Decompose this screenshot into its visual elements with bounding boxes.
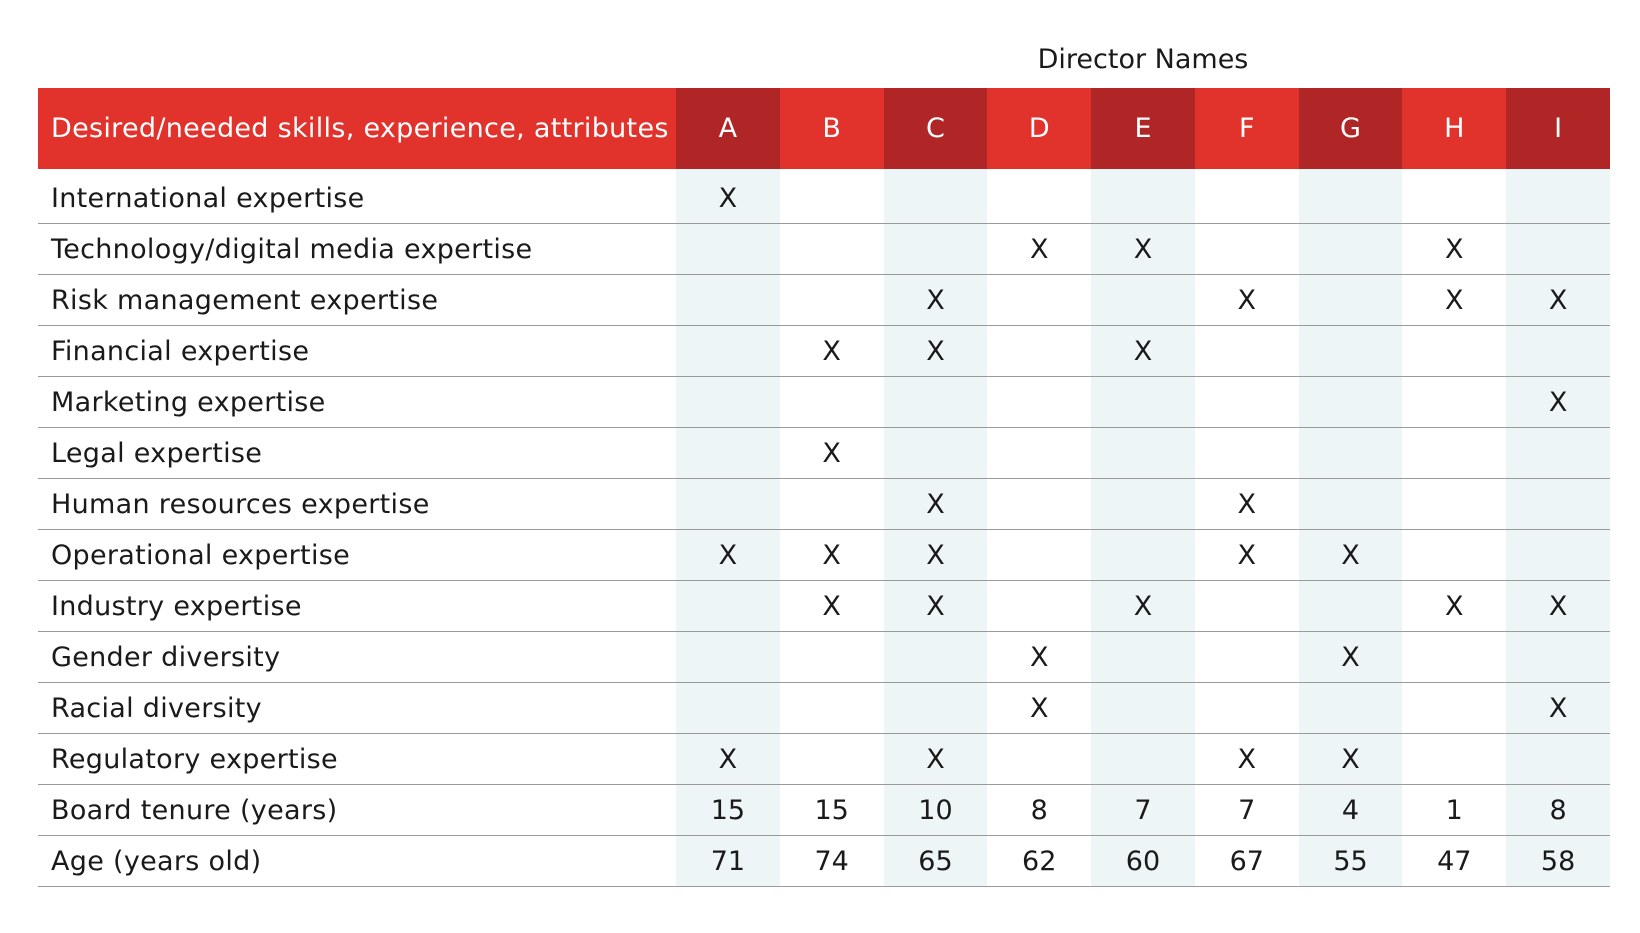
cell-c: X — [884, 581, 988, 632]
cell-i: X — [1506, 275, 1610, 326]
table-row — [38, 530, 1610, 581]
row-label: Board tenure (years) — [38, 785, 676, 836]
cell-d: X — [987, 632, 1091, 683]
cell-c: X — [884, 479, 988, 530]
cell-f: 67 — [1195, 836, 1299, 887]
director-header-c: C — [884, 88, 988, 169]
cell-d — [987, 377, 1091, 428]
cell-e: X — [1091, 581, 1195, 632]
cell-i — [1506, 632, 1610, 683]
cell-c: X — [884, 275, 988, 326]
cell-g — [1299, 275, 1403, 326]
cell-g — [1299, 683, 1403, 734]
director-header-i: I — [1506, 88, 1610, 169]
cell-c: X — [884, 326, 988, 377]
cell-c: X — [884, 530, 988, 581]
cell-d — [987, 326, 1091, 377]
cell-h — [1402, 428, 1506, 479]
director-header-g: G — [1299, 88, 1403, 169]
cell-c — [884, 377, 988, 428]
cell-e — [1091, 377, 1195, 428]
cell-h: X — [1402, 275, 1506, 326]
cell-b — [780, 169, 884, 224]
cell-f: X — [1195, 734, 1299, 785]
cell-a: 71 — [676, 836, 780, 887]
cell-f — [1195, 428, 1299, 479]
cell-h: X — [1402, 224, 1506, 275]
table-row — [38, 581, 1610, 632]
director-header-e: E — [1091, 88, 1195, 169]
cell-d — [987, 428, 1091, 479]
cell-g — [1299, 169, 1403, 224]
cell-f — [1195, 377, 1299, 428]
row-label: Regulatory expertise — [38, 734, 676, 785]
cell-b: 15 — [780, 785, 884, 836]
cell-h — [1402, 632, 1506, 683]
row-label: Operational expertise — [38, 530, 676, 581]
cell-b — [780, 377, 884, 428]
cell-g — [1299, 428, 1403, 479]
cell-i — [1506, 734, 1610, 785]
cell-a — [676, 326, 780, 377]
table-row — [38, 479, 1610, 530]
table-row — [38, 224, 1610, 275]
cell-f: X — [1195, 479, 1299, 530]
row-label: Industry expertise — [38, 581, 676, 632]
table-body — [38, 169, 1610, 887]
cell-b — [780, 275, 884, 326]
cell-f — [1195, 581, 1299, 632]
cell-b: 74 — [780, 836, 884, 887]
row-label: Gender diversity — [38, 632, 676, 683]
cell-i: 58 — [1506, 836, 1610, 887]
cell-i — [1506, 326, 1610, 377]
cell-b — [780, 632, 884, 683]
cell-c: X — [884, 734, 988, 785]
cell-i — [1506, 169, 1610, 224]
table-row — [38, 428, 1610, 479]
cell-g — [1299, 326, 1403, 377]
table-row — [38, 377, 1610, 428]
table-row — [38, 632, 1610, 683]
cell-i — [1506, 428, 1610, 479]
cell-e: 7 — [1091, 785, 1195, 836]
cell-i — [1506, 479, 1610, 530]
cell-f: X — [1195, 275, 1299, 326]
cell-c — [884, 428, 988, 479]
table-row — [38, 326, 1610, 377]
cell-d — [987, 169, 1091, 224]
cell-d: X — [987, 224, 1091, 275]
cell-f — [1195, 632, 1299, 683]
cell-h — [1402, 377, 1506, 428]
table-row — [38, 169, 1610, 224]
table-header-row — [38, 88, 1610, 169]
cell-h — [1402, 530, 1506, 581]
cell-e — [1091, 479, 1195, 530]
cell-e: X — [1091, 224, 1195, 275]
row-label: Human resources expertise — [38, 479, 676, 530]
director-header-f: F — [1195, 88, 1299, 169]
cell-e — [1091, 275, 1195, 326]
cell-a: X — [676, 530, 780, 581]
cell-h: 1 — [1402, 785, 1506, 836]
table-row — [38, 275, 1610, 326]
director-header-h: H — [1402, 88, 1506, 169]
cell-h: 47 — [1402, 836, 1506, 887]
cell-g: X — [1299, 734, 1403, 785]
cell-b — [780, 479, 884, 530]
cell-e — [1091, 530, 1195, 581]
row-label: International expertise — [38, 169, 676, 224]
cell-i: X — [1506, 683, 1610, 734]
cell-d: 62 — [987, 836, 1091, 887]
cell-c: 10 — [884, 785, 988, 836]
cell-a — [676, 632, 780, 683]
row-label: Racial diversity — [38, 683, 676, 734]
cell-d — [987, 734, 1091, 785]
row-label: Risk management expertise — [38, 275, 676, 326]
director-header-b: B — [780, 88, 884, 169]
cell-e — [1091, 428, 1195, 479]
cell-f — [1195, 224, 1299, 275]
cell-h — [1402, 326, 1506, 377]
cell-b: X — [780, 581, 884, 632]
cell-d — [987, 479, 1091, 530]
row-label: Legal expertise — [38, 428, 676, 479]
table-row — [38, 836, 1610, 887]
cell-c — [884, 169, 988, 224]
cell-d — [987, 275, 1091, 326]
row-label: Age (years old) — [38, 836, 676, 887]
cell-d: X — [987, 683, 1091, 734]
cell-a — [676, 224, 780, 275]
cell-c: 65 — [884, 836, 988, 887]
cell-h — [1402, 683, 1506, 734]
cell-g — [1299, 479, 1403, 530]
cell-d — [987, 581, 1091, 632]
table-row — [38, 734, 1610, 785]
cell-b: X — [780, 428, 884, 479]
cell-f: X — [1195, 530, 1299, 581]
skills-column-header: Desired/needed skills, experience, attributes — [38, 88, 676, 169]
cell-e — [1091, 632, 1195, 683]
row-label: Marketing expertise — [38, 377, 676, 428]
row-label: Technology/digital media expertise — [38, 224, 676, 275]
cell-h — [1402, 169, 1506, 224]
table-row — [38, 785, 1610, 836]
cell-e — [1091, 169, 1195, 224]
cell-a — [676, 377, 780, 428]
director-names-title: Director Names — [1037, 44, 1249, 75]
cell-a — [676, 275, 780, 326]
cell-e: 60 — [1091, 836, 1195, 887]
director-header-a: A — [676, 88, 780, 169]
cell-a — [676, 581, 780, 632]
row-label: Financial expertise — [38, 326, 676, 377]
cell-a: X — [676, 734, 780, 785]
cell-h — [1402, 734, 1506, 785]
cell-g: 55 — [1299, 836, 1403, 887]
cell-f — [1195, 326, 1299, 377]
cell-g — [1299, 224, 1403, 275]
cell-a: X — [676, 169, 780, 224]
cell-a — [676, 479, 780, 530]
cell-i: X — [1506, 377, 1610, 428]
cell-f — [1195, 683, 1299, 734]
cell-i — [1506, 530, 1610, 581]
cell-g: X — [1299, 632, 1403, 683]
cell-i: 8 — [1506, 785, 1610, 836]
cell-g: 4 — [1299, 785, 1403, 836]
cell-b: X — [780, 530, 884, 581]
cell-f — [1195, 169, 1299, 224]
cell-f: 7 — [1195, 785, 1299, 836]
cell-b: X — [780, 326, 884, 377]
cell-b — [780, 734, 884, 785]
cell-a — [676, 683, 780, 734]
cell-a — [676, 428, 780, 479]
cell-e — [1091, 683, 1195, 734]
cell-e: X — [1091, 326, 1195, 377]
cell-g — [1299, 581, 1403, 632]
cell-b — [780, 224, 884, 275]
cell-c — [884, 632, 988, 683]
cell-g: X — [1299, 530, 1403, 581]
director-header-d: D — [987, 88, 1091, 169]
cell-b — [780, 683, 884, 734]
skills-matrix-table — [38, 88, 1610, 887]
cell-c — [884, 683, 988, 734]
cell-a: 15 — [676, 785, 780, 836]
cell-h — [1402, 479, 1506, 530]
table-row — [38, 683, 1610, 734]
cell-d: 8 — [987, 785, 1091, 836]
cell-g — [1299, 377, 1403, 428]
cell-c — [884, 224, 988, 275]
cell-i: X — [1506, 581, 1610, 632]
cell-d — [987, 530, 1091, 581]
cell-h: X — [1402, 581, 1506, 632]
cell-i — [1506, 224, 1610, 275]
cell-e — [1091, 734, 1195, 785]
